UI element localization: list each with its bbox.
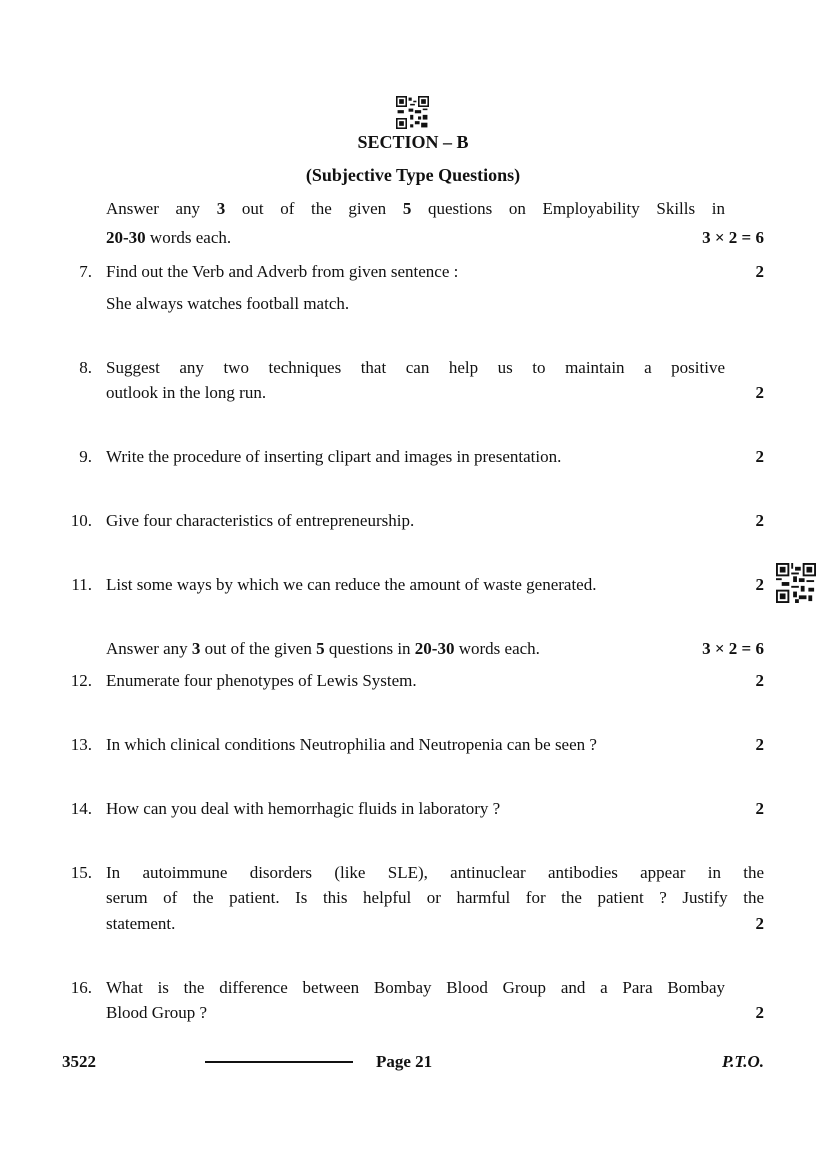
question-marks: 2 bbox=[755, 1003, 764, 1022]
pto-label: P.T.O. bbox=[721, 1052, 764, 1071]
question-text: In which clinical conditions Neutrophilia and Neutropenia can be seen ? bbox=[106, 735, 597, 754]
question-number: 14. bbox=[70, 799, 92, 818]
question-text: Blood Group ? bbox=[106, 1003, 208, 1022]
question-text: List some ways by which we can reduce the amount of waste generated. bbox=[106, 575, 597, 594]
section-subtitle: (Subjective Type Questions) bbox=[305, 165, 521, 185]
question-marks: 2 bbox=[755, 575, 764, 594]
question-number: 7. bbox=[79, 262, 92, 281]
question-text: How can you deal with hemorrhagic fluids in laboratory ? bbox=[106, 799, 501, 818]
question-text: In autoimmune disorders (like SLE), antinuclear antibodies appear in the bbox=[106, 863, 764, 882]
qr-code-top bbox=[396, 96, 429, 129]
question-number: 8. bbox=[79, 358, 92, 377]
qr-code-side bbox=[776, 563, 816, 603]
employability-instruction-line1: Answer any 3 out of the given 5 questions on Employability Skills in bbox=[106, 199, 725, 218]
question-marks: 2 bbox=[755, 671, 764, 690]
question-number: 16. bbox=[70, 978, 92, 997]
page-number: Page 21 bbox=[376, 1052, 433, 1071]
question-marks: 2 bbox=[755, 511, 764, 530]
footer-divider bbox=[205, 1061, 353, 1063]
question-number: 12. bbox=[70, 671, 92, 690]
question-marks: 2 bbox=[755, 262, 764, 281]
question-marks: 2 bbox=[755, 447, 764, 466]
subject-instruction: Answer any 3 out of the given 5 questions in 20-30 words each. bbox=[106, 639, 540, 658]
question-marks: 2 bbox=[755, 799, 764, 818]
paper-code: 3522 bbox=[62, 1052, 96, 1071]
question-text: Find out the Verb and Adverb from given sentence : bbox=[106, 262, 459, 281]
question-marks: 2 bbox=[755, 383, 764, 402]
question-text: She always watches football match. bbox=[106, 294, 350, 313]
question-text: outlook in the long run. bbox=[106, 383, 267, 402]
employability-instruction-line2: 20-30 words each. bbox=[106, 228, 232, 247]
question-text: Suggest any two techniques that can help us to maintain a positive bbox=[106, 358, 725, 377]
section-title: SECTION – B bbox=[357, 132, 469, 152]
question-number: 9. bbox=[79, 447, 92, 466]
question-marks: 2 bbox=[755, 914, 764, 933]
question-number: 11. bbox=[71, 575, 92, 594]
question-text: statement. bbox=[106, 914, 176, 933]
subject-marks: 3 × 2 = 6 bbox=[702, 639, 764, 658]
question-text: What is the difference between Bombay Blood Group and a Para Bombay bbox=[106, 978, 725, 997]
question-text: serum of the patient. Is this helpful or harmful for the patient ? Justify the bbox=[106, 888, 764, 907]
question-number: 13. bbox=[70, 735, 92, 754]
question-number: 10. bbox=[70, 511, 92, 530]
question-text: Enumerate four phenotypes of Lewis System. bbox=[106, 671, 417, 690]
question-marks: 2 bbox=[755, 735, 764, 754]
question-text: Write the procedure of inserting clipart and images in presentation. bbox=[106, 447, 562, 466]
employability-marks: 3 × 2 = 6 bbox=[702, 228, 764, 247]
question-text: Give four characteristics of entrepreneurship. bbox=[106, 511, 415, 530]
question-number: 15. bbox=[70, 863, 92, 882]
